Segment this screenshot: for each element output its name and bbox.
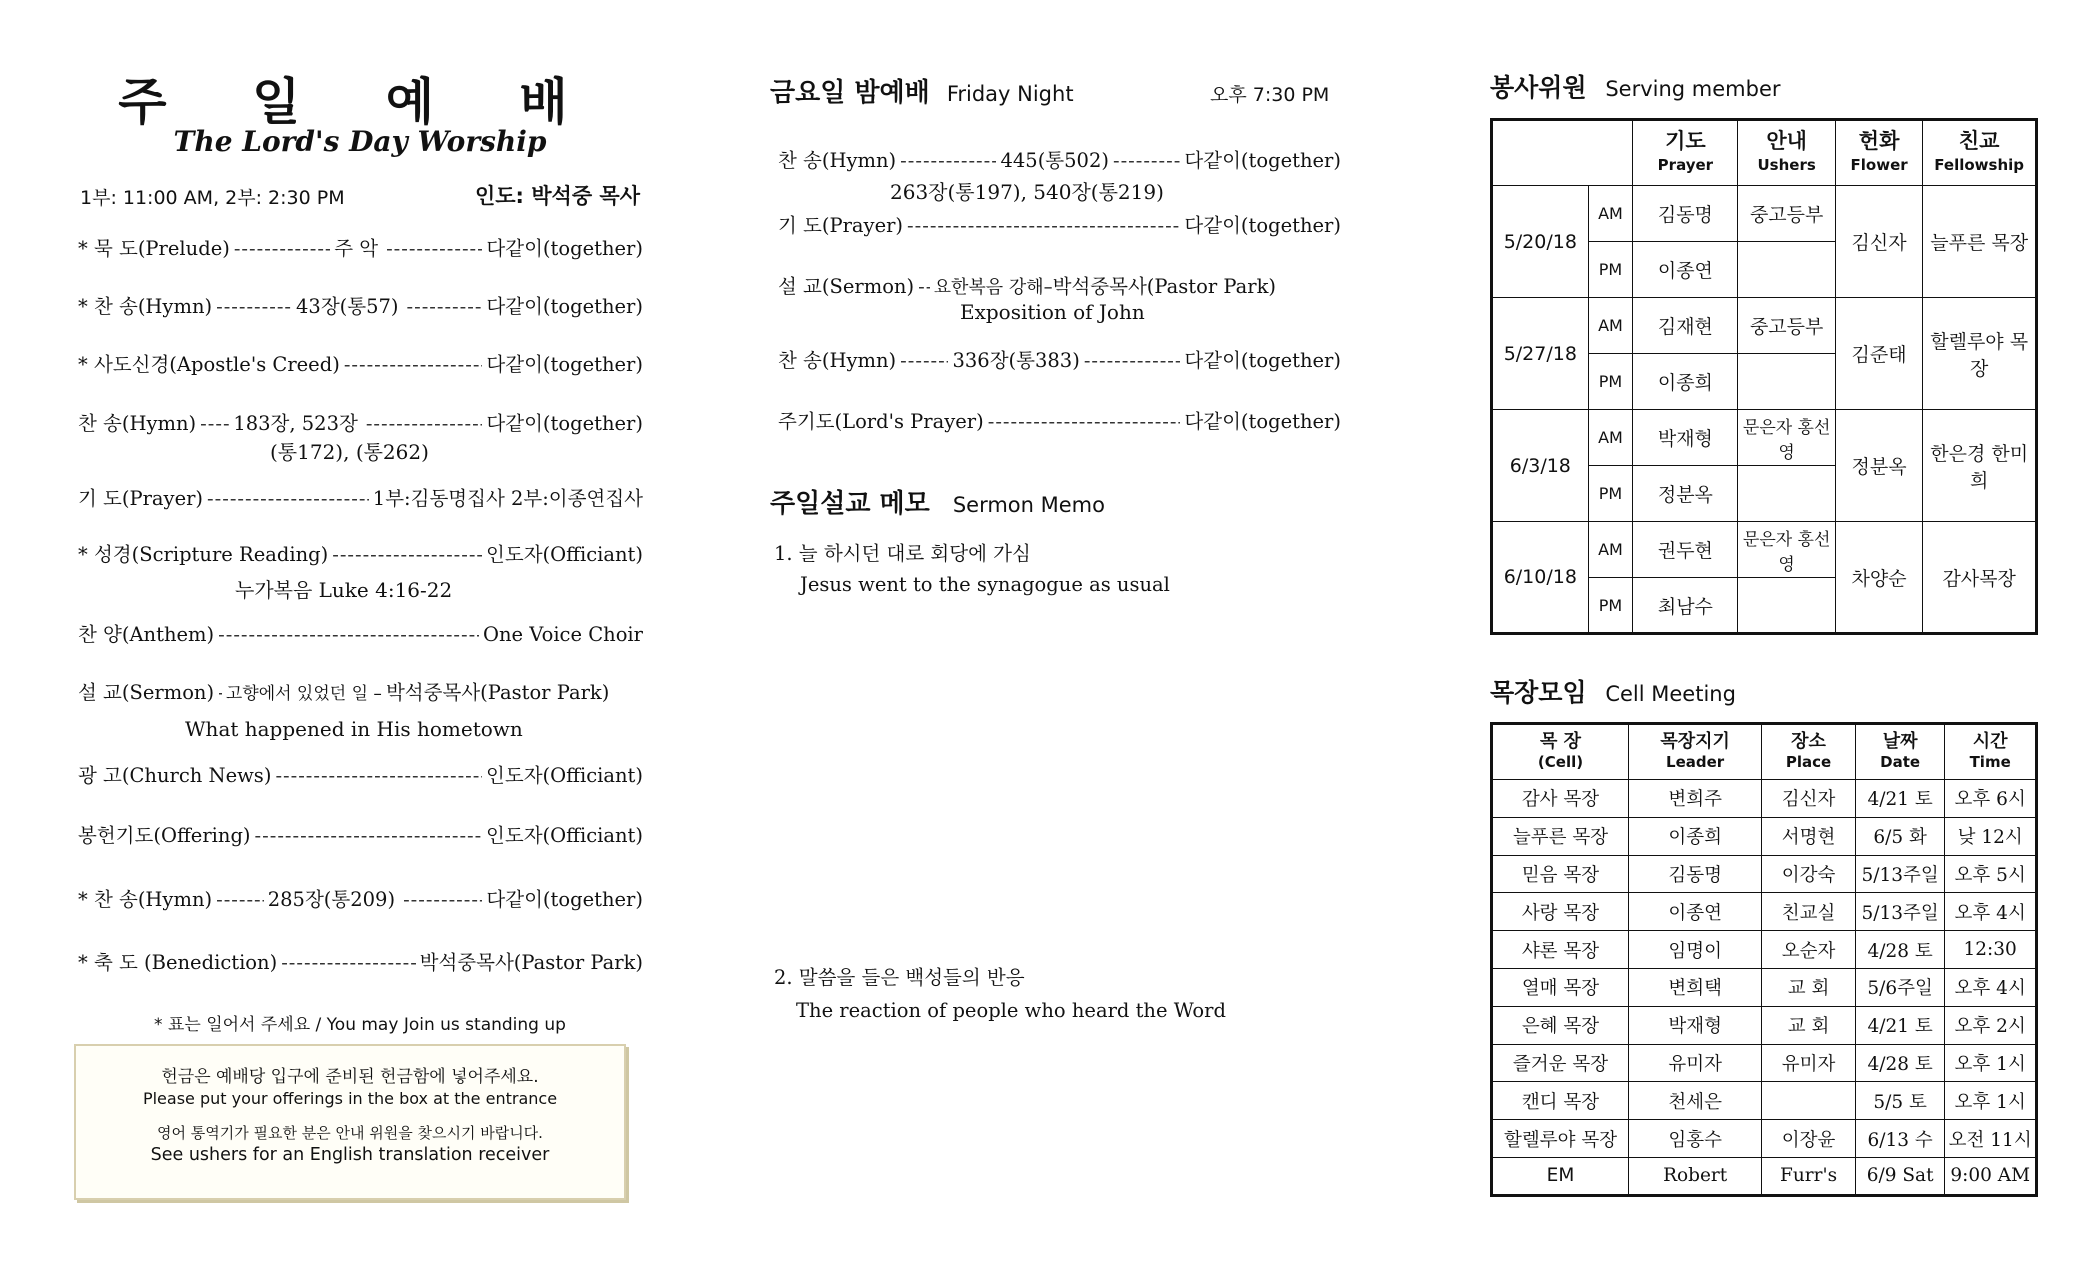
flower: 김신자 — [1835, 186, 1923, 298]
order-label: * 찬 송(Hymn) — [78, 888, 213, 911]
cell-name: 늘푸른 목장 — [1492, 817, 1629, 855]
cell-leader: 박재형 — [1629, 1006, 1762, 1044]
cell-leader: 김동명 — [1629, 855, 1762, 893]
serve-date: 6/10/18 — [1492, 522, 1589, 634]
cell-name: 은혜 목장 — [1492, 1006, 1629, 1044]
cell-date: 5/13주일 — [1855, 855, 1944, 893]
friday-item-prayer — [778, 210, 1341, 238]
header-blank — [1492, 120, 1633, 186]
cell-name: 샤론 목장 — [1492, 931, 1629, 969]
ushers: 문은자 홍선영 — [1738, 410, 1835, 466]
am-label: AM — [1588, 522, 1633, 578]
cell-place: 이장윤 — [1762, 1120, 1856, 1158]
friday-sermon-sub: Exposition of John — [960, 300, 1145, 324]
order-item-hymn-2 — [78, 408, 643, 436]
pm-prayer: 이종희 — [1633, 354, 1738, 410]
page-subtitle: The Lord's Day Worship — [173, 125, 547, 158]
table-row — [1492, 1006, 2037, 1044]
order-item-prayer — [78, 483, 643, 511]
table-row — [1492, 780, 2037, 818]
ushers-empty — [1738, 466, 1835, 522]
cell-time: 오후 1시 — [1945, 1044, 2037, 1082]
order-label: 광 고(Church News) — [78, 764, 272, 787]
order-item-anthem — [78, 619, 643, 647]
cell-name: 즐거운 목장 — [1492, 1044, 1629, 1082]
cell-leader: 변희주 — [1629, 780, 1762, 818]
order-item-news — [78, 760, 643, 788]
serve-date: 5/20/18 — [1492, 186, 1589, 298]
am-label: AM — [1588, 410, 1633, 466]
cell-place — [1762, 1082, 1856, 1120]
pm-label: PM — [1588, 466, 1633, 522]
order-value: 다같이(together) — [1184, 410, 1341, 433]
cell-name: 감사 목장 — [1492, 780, 1629, 818]
pm-prayer: 정분옥 — [1633, 466, 1738, 522]
cell-time: 오후 2시 — [1945, 1006, 2037, 1044]
am-prayer: 김재현 — [1633, 298, 1738, 354]
cell-time: 오전 11시 — [1945, 1120, 2037, 1158]
cell-place: 친교실 — [1762, 893, 1856, 931]
order-label: 기 도(Prayer) — [78, 487, 204, 510]
order-value: 1부:김동명집사 2부:이종연집사 — [372, 487, 643, 510]
order-item-scripture — [78, 539, 643, 567]
ushers-empty — [1738, 578, 1835, 634]
table-row — [1492, 298, 2037, 354]
order-label: * 찬 송(Hymn) — [78, 295, 213, 318]
cell-date: 5/13주일 — [1855, 893, 1944, 931]
order-item-offering — [78, 820, 643, 848]
order-label: 주기도(Lord's Prayer) — [778, 410, 984, 433]
cell-time: 오후 1시 — [1945, 1082, 2037, 1120]
cell-name: 캔디 목장 — [1492, 1082, 1629, 1120]
friday-title-en: Friday Night — [946, 82, 1074, 106]
order-mid: 요한복음 강해– — [933, 277, 1053, 298]
offering-note-en: Please put your offerings in the box at the entrance — [142, 1089, 558, 1108]
service-leader: 인도: 박석중 목사 — [474, 184, 640, 208]
order-value: 박석중목사(Pastor Park) — [419, 951, 643, 974]
friday-time: 오후 7:30 PM — [1210, 84, 1330, 106]
cell-place: 교 회 — [1762, 1006, 1856, 1044]
friday-and-memo-column — [770, 0, 1370, 1275]
header-cell: 목 장 (Cell) — [1492, 724, 1629, 780]
friday-title: 금요일 밤예배 — [770, 78, 930, 108]
order-value: 다같이(together) — [1184, 149, 1341, 172]
cell-date: 4/21 토 — [1855, 1006, 1944, 1044]
worship-order-column — [70, 0, 650, 1275]
cell-leader: 변희택 — [1629, 968, 1762, 1006]
order-value: 다같이(together) — [1184, 214, 1341, 237]
header-flower: 헌화 Flower — [1835, 120, 1923, 186]
serving-members-heading — [1490, 68, 1781, 104]
table-header-row — [1492, 724, 2037, 780]
cell-name: EM — [1492, 1157, 1629, 1195]
order-mid: 43장(통57) — [296, 295, 399, 318]
order-value: 다같이(together) — [486, 888, 643, 911]
order-label: * 사도신경(Apostle's Creed) — [78, 353, 340, 376]
table-row — [1492, 817, 2037, 855]
order-value: 박석중목사(Pastor Park) — [385, 681, 610, 704]
offering-notice-box — [74, 1044, 626, 1200]
cell-date: 6/5 화 — [1855, 817, 1944, 855]
order-mid: 445(통502) — [1000, 149, 1109, 172]
order-label: 봉헌기도(Offering) — [78, 824, 251, 847]
cell-name: 사랑 목장 — [1492, 893, 1629, 931]
table-header-row — [1492, 120, 2037, 186]
order-label: 찬 송(Hymn) — [78, 412, 197, 435]
cell-leader: 유미자 — [1629, 1044, 1762, 1082]
memo-title: 주일설교 메모 — [770, 489, 930, 519]
friday-item-hymn-1 — [778, 145, 1341, 173]
friday-item-sermon — [778, 271, 1341, 299]
header-place: 장소 Place — [1762, 724, 1856, 780]
cell-time: 오후 5시 — [1945, 855, 2037, 893]
cell-date: 6/13 수 — [1855, 1120, 1944, 1158]
cell-place: Furr's — [1762, 1157, 1856, 1195]
header-prayer: 기도 Prayer — [1633, 120, 1738, 186]
memo-point-2-en: The reaction of people who heard the Word — [796, 999, 1226, 1022]
cell-leader: 임명이 — [1629, 931, 1762, 969]
order-item-prelude — [78, 233, 643, 261]
order-label: 기 도(Prayer) — [778, 214, 904, 237]
friday-hymn-sub: 263장(통197), 540장(통219) — [890, 180, 1164, 204]
cell-name: 믿음 목장 — [1492, 855, 1629, 893]
serving-members-table — [1490, 118, 2038, 635]
cell-place: 이강숙 — [1762, 855, 1856, 893]
am-label: AM — [1588, 186, 1633, 242]
cell-place: 김신자 — [1762, 780, 1856, 818]
order-item-hymn-1 — [78, 291, 643, 319]
cell-title-en: Cell Meeting — [1605, 682, 1736, 706]
order-label: 설 교(Sermon) — [778, 275, 915, 298]
order-mid: 336장(통383) — [952, 349, 1080, 372]
ushers: 중고등부 — [1738, 298, 1835, 354]
table-row — [1492, 1082, 2037, 1120]
am-label: AM — [1588, 298, 1633, 354]
header-ushers: 안내 Ushers — [1738, 120, 1835, 186]
cell-time: 오후 4시 — [1945, 893, 2037, 931]
serve-date: 6/3/18 — [1492, 410, 1589, 522]
pm-label: PM — [1588, 242, 1633, 298]
cell-table-body — [1492, 780, 2037, 1196]
cell-meeting-table — [1490, 722, 2038, 1197]
order-value: 다같이(together) — [486, 353, 643, 376]
order-value: 다같이(together) — [486, 237, 643, 260]
cell-date: 5/6주일 — [1855, 968, 1944, 1006]
ushers: 문은자 홍선영 — [1738, 522, 1835, 578]
cell-time: 낮 12시 — [1945, 817, 2037, 855]
sermon-memo-heading — [770, 483, 1105, 520]
cell-date: 4/28 토 — [1855, 931, 1944, 969]
hymn-sub-numbers: (통172), (통262) — [270, 440, 429, 464]
standing-note: * 표는 일어서 주세요 / You may Join us standing up — [154, 1015, 566, 1035]
serving-title-en: Serving member — [1605, 77, 1781, 101]
cell-name: 열매 목장 — [1492, 968, 1629, 1006]
order-label: * 묵 도(Prelude) — [78, 237, 230, 260]
flower: 차양순 — [1835, 522, 1923, 634]
ushers-empty — [1738, 354, 1835, 410]
table-row — [1492, 1044, 2037, 1082]
pm-prayer: 이종연 — [1633, 242, 1738, 298]
memo-point-1: 1. 늘 하시던 대로 회당에 가심 — [774, 542, 1031, 565]
order-value: 인도자(Officiant) — [486, 764, 643, 787]
cell-leader: 임홍수 — [1629, 1120, 1762, 1158]
am-prayer: 김동명 — [1633, 186, 1738, 242]
order-mid: 183장, 523장 — [233, 412, 358, 435]
translation-note-en: See ushers for an English translation receiver — [150, 1145, 550, 1165]
memo-point-2: 2. 말씀을 들은 백성들의 반응 — [774, 966, 1025, 989]
order-label: 찬 송(Hymn) — [778, 149, 897, 172]
fellowship: 감사목장 — [1923, 522, 2037, 634]
cell-place: 오순자 — [1762, 931, 1856, 969]
serving-title: 봉사위원 — [1490, 73, 1587, 102]
cell-place: 교 회 — [1762, 968, 1856, 1006]
table-row — [1492, 893, 2037, 931]
fellowship: 할렐루야 목 장 — [1923, 298, 2037, 410]
cell-date: 4/21 토 — [1855, 780, 1944, 818]
serve-date: 5/27/18 — [1492, 298, 1589, 410]
cell-time: 오후 6시 — [1945, 780, 2037, 818]
memo-point-1-en: Jesus went to the synagogue as usual — [800, 573, 1170, 596]
am-prayer: 박재형 — [1633, 410, 1738, 466]
cell-time: 12:30 — [1945, 931, 2037, 969]
cell-place: 서명현 — [1762, 817, 1856, 855]
friday-service-heading — [770, 72, 1074, 109]
schedule-column — [1490, 0, 2050, 1275]
fellowship: 한은경 한미희 — [1923, 410, 2037, 522]
table-row — [1492, 855, 2037, 893]
cell-name: 할렐루야 목장 — [1492, 1120, 1629, 1158]
table-row — [1492, 968, 2037, 1006]
header-date: 날짜 Date — [1855, 724, 1944, 780]
fellowship: 늘푸른 목장 — [1923, 186, 2037, 298]
order-value: 박석중목사(Pastor Park) — [1052, 275, 1277, 298]
cell-leader: Robert — [1629, 1157, 1762, 1195]
ushers: 중고등부 — [1738, 186, 1835, 242]
order-label: 찬 양(Anthem) — [78, 623, 215, 646]
table-row — [1492, 522, 2037, 578]
cell-title: 목장모임 — [1490, 678, 1587, 707]
order-item-benediction — [78, 947, 643, 975]
service-times: 1부: 11:00 AM, 2부: 2:30 PM — [80, 187, 345, 209]
memo-title-en: Sermon Memo — [952, 493, 1105, 517]
cell-meeting-heading — [1490, 673, 1736, 709]
pm-label: PM — [1588, 354, 1633, 410]
am-prayer: 권두현 — [1633, 522, 1738, 578]
order-item-sermon — [78, 677, 643, 705]
pm-prayer: 최남수 — [1633, 578, 1738, 634]
order-value: 다같이(together) — [486, 295, 643, 318]
order-value: 인도자(Officiant) — [486, 824, 643, 847]
friday-item-hymn-2 — [778, 345, 1341, 373]
cell-date: 6/9 Sat — [1855, 1157, 1944, 1195]
table-row — [1492, 410, 2037, 466]
order-mid: 고향에서 있었던 일 – — [225, 684, 382, 704]
cell-time: 9:00 AM — [1945, 1157, 2037, 1195]
flower: 정분옥 — [1835, 410, 1923, 522]
page-title: 주 일 예 배 — [118, 73, 602, 131]
table-row — [1492, 186, 2037, 242]
cell-place: 유미자 — [1762, 1044, 1856, 1082]
order-value: 다같이(together) — [486, 412, 643, 435]
order-label: * 축 도 (Benediction) — [78, 951, 278, 974]
table-row — [1492, 931, 2037, 969]
pm-label: PM — [1588, 578, 1633, 634]
flower: 김준태 — [1835, 298, 1923, 410]
order-label: 설 교(Sermon) — [78, 681, 215, 704]
translation-note-ko: 영어 통역기가 필요한 분은 안내 위원을 찾으시기 바랍니다. — [157, 1124, 543, 1142]
sermon-english-title: What happened in His hometown — [185, 717, 523, 741]
order-mid: 285장(통209) — [267, 888, 396, 911]
cell-leader: 천세은 — [1629, 1082, 1762, 1120]
header-leader: 목장지기 Leader — [1629, 724, 1762, 780]
order-item-hymn-3 — [78, 884, 643, 912]
table-row — [1492, 1120, 2037, 1158]
header-fellowship: 친교 Fellowship — [1923, 120, 2037, 186]
order-label: 찬 송(Hymn) — [778, 349, 897, 372]
cell-leader: 이종희 — [1629, 817, 1762, 855]
offering-note-ko: 헌금은 예배당 입구에 준비된 헌금함에 넣어주세요. — [161, 1067, 539, 1087]
ushers-empty — [1738, 242, 1835, 298]
friday-item-lords-prayer — [778, 406, 1341, 434]
order-mid: 주 악 — [334, 237, 379, 260]
order-item-creed — [78, 349, 643, 377]
order-value: 인도자(Officiant) — [486, 543, 643, 566]
table-row — [1492, 1157, 2037, 1195]
cell-leader: 이종연 — [1629, 893, 1762, 931]
scripture-reference: 누가복음 Luke 4:16-22 — [235, 578, 453, 602]
cell-date: 5/5 토 — [1855, 1082, 1944, 1120]
order-value: 다같이(together) — [1184, 349, 1341, 372]
order-value: One Voice Choir — [483, 623, 643, 646]
cell-time: 오후 4시 — [1945, 968, 2037, 1006]
order-label: * 성경(Scripture Reading) — [78, 543, 329, 566]
cell-date: 4/28 토 — [1855, 1044, 1944, 1082]
header-time: 시간 Time — [1945, 724, 2037, 780]
